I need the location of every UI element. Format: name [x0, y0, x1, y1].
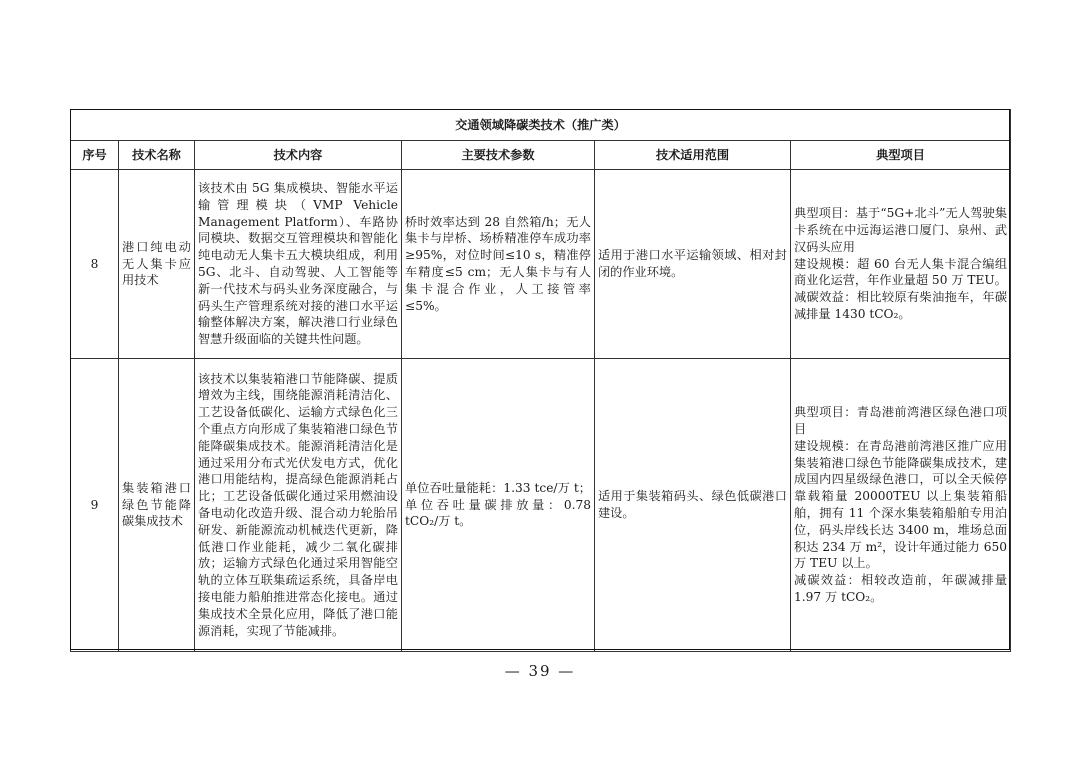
tech-name: 集装箱港口绿色节能降碳集成技术	[119, 359, 195, 652]
tech-content: 该技术由 5G 集成模块、智能水平运输管理模块（VMP Vehicle Management Platform）、车路协同模块、数据交互管理模块和智能化纯电动无人集卡五大模块组成，利用 5G、北斗、自动驾驶、人工智能等新一代技术与码头业务深度融合，与码头生产管理系统对接的港口水平运输整体解决方案，解决港口行业绿色智慧升级面临的关键共性问题。	[195, 170, 402, 359]
header-typical-project: 典型项目	[791, 141, 1011, 170]
tech-scope: 适用于港口水平运输领域、相对封闭的作业环境。	[595, 170, 791, 359]
typical-project: 典型项目：青岛港前湾港区绿色港口项目 建设规模：在青岛港前湾港区推广应用集装箱港口绿色节能降碳集成技术，建成国内四星级绿色港口，可以全天候停靠载箱量 20000TEU 以上集装箱船舶，拥有 11 个深水集装箱船舶专用泊位，码头岸线长达 3400 m，堆场总面积达 234 万 m²，设计年通过能力 650 万 TEU 以上。 减碳效益：相较改造前，年碳减排量 1.97 万 tCO₂。	[791, 359, 1011, 652]
row-number: 8	[71, 170, 119, 359]
tech-params: 单位吞吐量能耗：1.33 tce/万 t；单位吞吐量碳排放量：0.78 tCO₂/万 t。	[402, 359, 595, 652]
page-number: — 39 —	[504, 662, 576, 680]
tech-name: 港口纯电动无人集卡应用技术	[119, 170, 195, 359]
row-number: 9	[71, 359, 119, 652]
header-tech-content: 技术内容	[195, 141, 402, 170]
tech-content: 该技术以集装箱港口节能降碳、提质增效为主线，围绕能源消耗清洁化、工艺设备低碳化、运输方式绿色化三个重点方向形成了集装箱港口绿色节能降碳集成技术。能源消耗清洁化是通过采用分布式光伏发电方式，优化港口用能结构，提高绿色能源消耗占比；工艺设备低碳化通过采用燃油设备电动化改造升级、混合动力轮胎吊研发、新能源流动机械迭代更新，降低港口作业能耗，减少二氧化碳排放；运输方式绿色化通过采用智能空轨的立体互联集疏运系统，具备岸电接电能力船舶推进常态化接电。通过集成技术全景化应用，降低了港口能源消耗，实现了节能减排。	[195, 359, 402, 652]
typical-project: 典型项目：基于“5G+北斗”无人驾驶集卡系统在中远海运港口厦门、泉州、武汉码头应用 建设规模：超 60 台无人集卡混合编组商业化运营，年作业量超 50 万 TEU。 减碳效益：相比较原有柴油拖车，年碳减排量 1430 tCO₂。	[791, 170, 1011, 359]
header-main-params: 主要技术参数	[402, 141, 595, 170]
tech-params: 桥时效率达到 28 自然箱/h；无人集卡与岸桥、场桥精准停车成功率≥95%，对位时间≤10 s，精准停车精度≤5 cm；无人集卡与有人集卡混合作业，人工接管率≤5%。	[402, 170, 595, 359]
header-tech-name: 技术名称	[119, 141, 195, 170]
tech-scope: 适用于集装箱码头、绿色低碳港口建设。	[595, 359, 791, 652]
table-title: 交通领域降碳类技术（推广类）	[71, 110, 1011, 141]
header-number: 序号	[71, 141, 119, 170]
table-outer-border	[70, 109, 1010, 650]
header-scope: 技术适用范围	[595, 141, 791, 170]
